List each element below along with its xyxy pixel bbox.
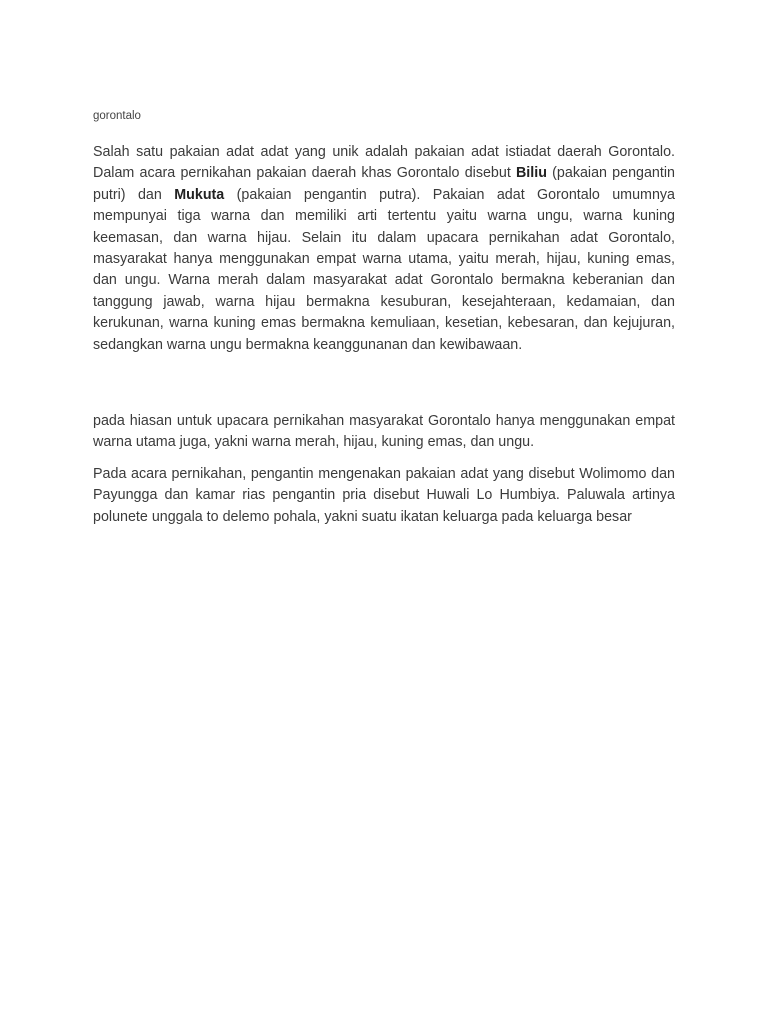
paragraph-2: pada hiasan untuk upacara pernikahan masyarakat Gorontalo hanya menggunakan empat warna utama juga, yakni warna merah, hijau, kuning emas, dan ungu. — [93, 413, 675, 451]
paragraph-3: Pada acara pernikahan, pengantin mengenakan pakaian adat yang disebut Wolimomo dan Payungga dan kamar rias pengantin pria disebut Huwali Lo Humbiya. Paluwala artinya polunete unggala to delemo pohala, yakni suatu ikatan keluarga pada keluarga besar — [93, 465, 675, 525]
paragraph-1 — [93, 142, 675, 356]
bold-term-mukuta: Mukuta — [174, 186, 225, 203]
document-page — [93, 108, 675, 528]
document-title: gorontalo — [93, 110, 141, 122]
paragraph-1-text-c: (pakaian pengantin putra). Pakaian adat Gorontalo umumnya mempunyai tiga warna dan memiliki arti tertentu yaitu warna ungu, warna kuning keemasan, dan warna hijau. Selain itu dalam upacara pernikahan adat Gorontalo, masyarakat hanya menggunakan empat warna utama, yaitu merah, hijau, kuning emas, dan ungu. Warna merah dalam masyarakat adat Gorontalo bermakna keberanian dan tanggung jawab, warna hijau bermakna kesuburan, kesejahteraan, kedamaian, dan kerukunan, warna kuning emas bermakna kemuliaan, kesetian, kebesaran, dan kejujuran, sedangkan warna ungu bermakna keanggunanan dan kewibawaan. — [93, 186, 676, 353]
paragraph-1-text-b: (pakaian pengantin putri) dan — [93, 165, 675, 203]
bold-term-biliu: Biliu — [515, 165, 547, 182]
paragraph-1-text-a: Salah satu pakaian adat adat yang unik adalah pakaian adat istiadat daerah Gorontalo. Dalam acara pernikahan pakaian daerah khas Gorontalo disebut — [93, 144, 675, 182]
